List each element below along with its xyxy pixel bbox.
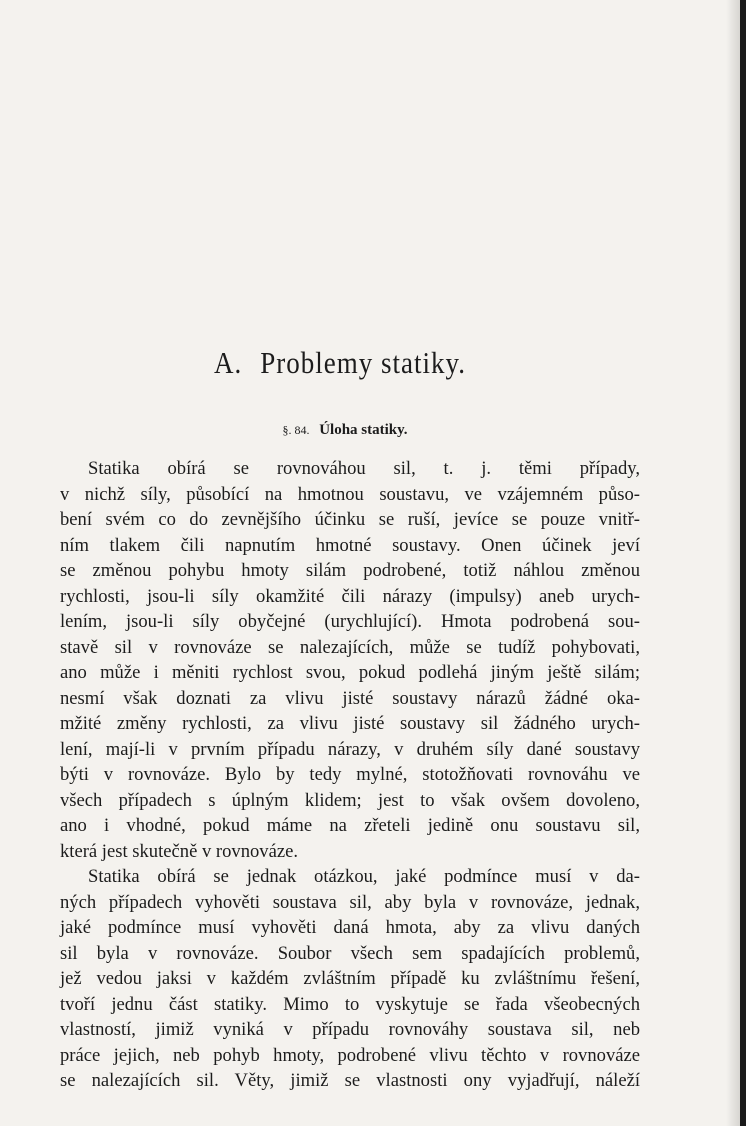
text-line: sil byla v rovnováze. Soubor všech sem spadajících problemů, bbox=[60, 942, 640, 964]
body-text bbox=[60, 456, 640, 1094]
text-line: stavě sil v rovnováze se nalezajících, může se tudíž pohybovati, bbox=[60, 636, 640, 658]
text-line: Statika obírá se jednak otázkou, jaké podmínce musí v da- bbox=[88, 866, 640, 887]
paragraph-1 bbox=[60, 456, 640, 864]
text-line: se změnou pohybu hmoty silám podrobené, totiž náhlou změnou bbox=[60, 560, 640, 581]
text-line: vlastností, jimiž vyniká v případu rovnováhy soustava sil, neb bbox=[60, 1019, 640, 1040]
text-line: bení svém co do zevnějšího účinku se ruší, jevíce se pouze vnitř- bbox=[60, 509, 640, 530]
text-line: ných případech vyhověti soustava sil, aby byla v rovnováze, jednak, bbox=[60, 891, 640, 913]
text-line: v nichž síly, působící na hmotnou soustavu, ve vzájemném půso- bbox=[60, 483, 640, 505]
text-line: tvoří jednu část statiky. Mimo to vyskytuje se řada všeobecných bbox=[60, 993, 640, 1015]
text-line: nesmí však doznati za vlivu jisté soustavy nárazů žádné oka- bbox=[60, 687, 640, 709]
text-line: která jest skutečně v rovnováze. bbox=[60, 840, 299, 862]
text-line: mžité změny rychlosti, za vlivu jisté soustavy sil žádného urych- bbox=[60, 713, 640, 734]
section-heading bbox=[0, 422, 690, 439]
text-line: ano může i měniti rychlost svou, pokud podlehá jiným ještě silám; bbox=[60, 662, 640, 683]
text-line: ano i vhodné, pokud máme na zřeteli jedině onu soustavu sil, bbox=[60, 815, 640, 836]
part-letter: A. bbox=[214, 346, 243, 380]
text-line: rychlosti, jsou-li síly okamžité čili nárazy (impulsy) aneb urych- bbox=[60, 585, 640, 607]
text-line: jež vedou jaksi v každém zvláštním případě ku zvláštnímu řešení, bbox=[60, 968, 640, 989]
page-edge bbox=[740, 0, 746, 1126]
section-number: §. 84. bbox=[282, 423, 310, 437]
page-gutter-shadow bbox=[726, 0, 740, 1126]
text-line: lení, mají-li v prvním případu nárazy, v druhém síly dané soustavy bbox=[60, 738, 640, 760]
text-line: ním tlakem čili napnutím hmotné soustavy. Onen účinek jeví bbox=[60, 534, 640, 556]
text-line: práce jejich, neb pohyb hmoty, podrobené vlivu těchto v rovnováze bbox=[60, 1044, 640, 1066]
text-line: se nalezajících sil. Věty, jimiž se vlastnosti ony vyjadřují, náleží bbox=[60, 1070, 640, 1091]
text-line: lením, jsou-li síly obyčejné (urychlující). Hmota podrobená sou- bbox=[60, 611, 640, 632]
text-line: všech případech s úplným klidem; jest to však ovšem dovoleno, bbox=[60, 789, 640, 811]
section-title: Úloha statiky. bbox=[319, 422, 408, 438]
text-line: Statika obírá se rovnováhou sil, t. j. těmi případy, bbox=[88, 458, 640, 479]
text-line: býti v rovnováze. Bylo by tedy mylné, stotožňovati rovnováhu ve bbox=[60, 764, 640, 785]
text-line: jaké podmínce musí vyhověti daná hmota, aby za vlivu daných bbox=[60, 917, 640, 938]
part-title-text: Problemy statiky. bbox=[260, 346, 466, 380]
part-title bbox=[0, 346, 680, 381]
paragraph-2 bbox=[60, 864, 640, 1094]
